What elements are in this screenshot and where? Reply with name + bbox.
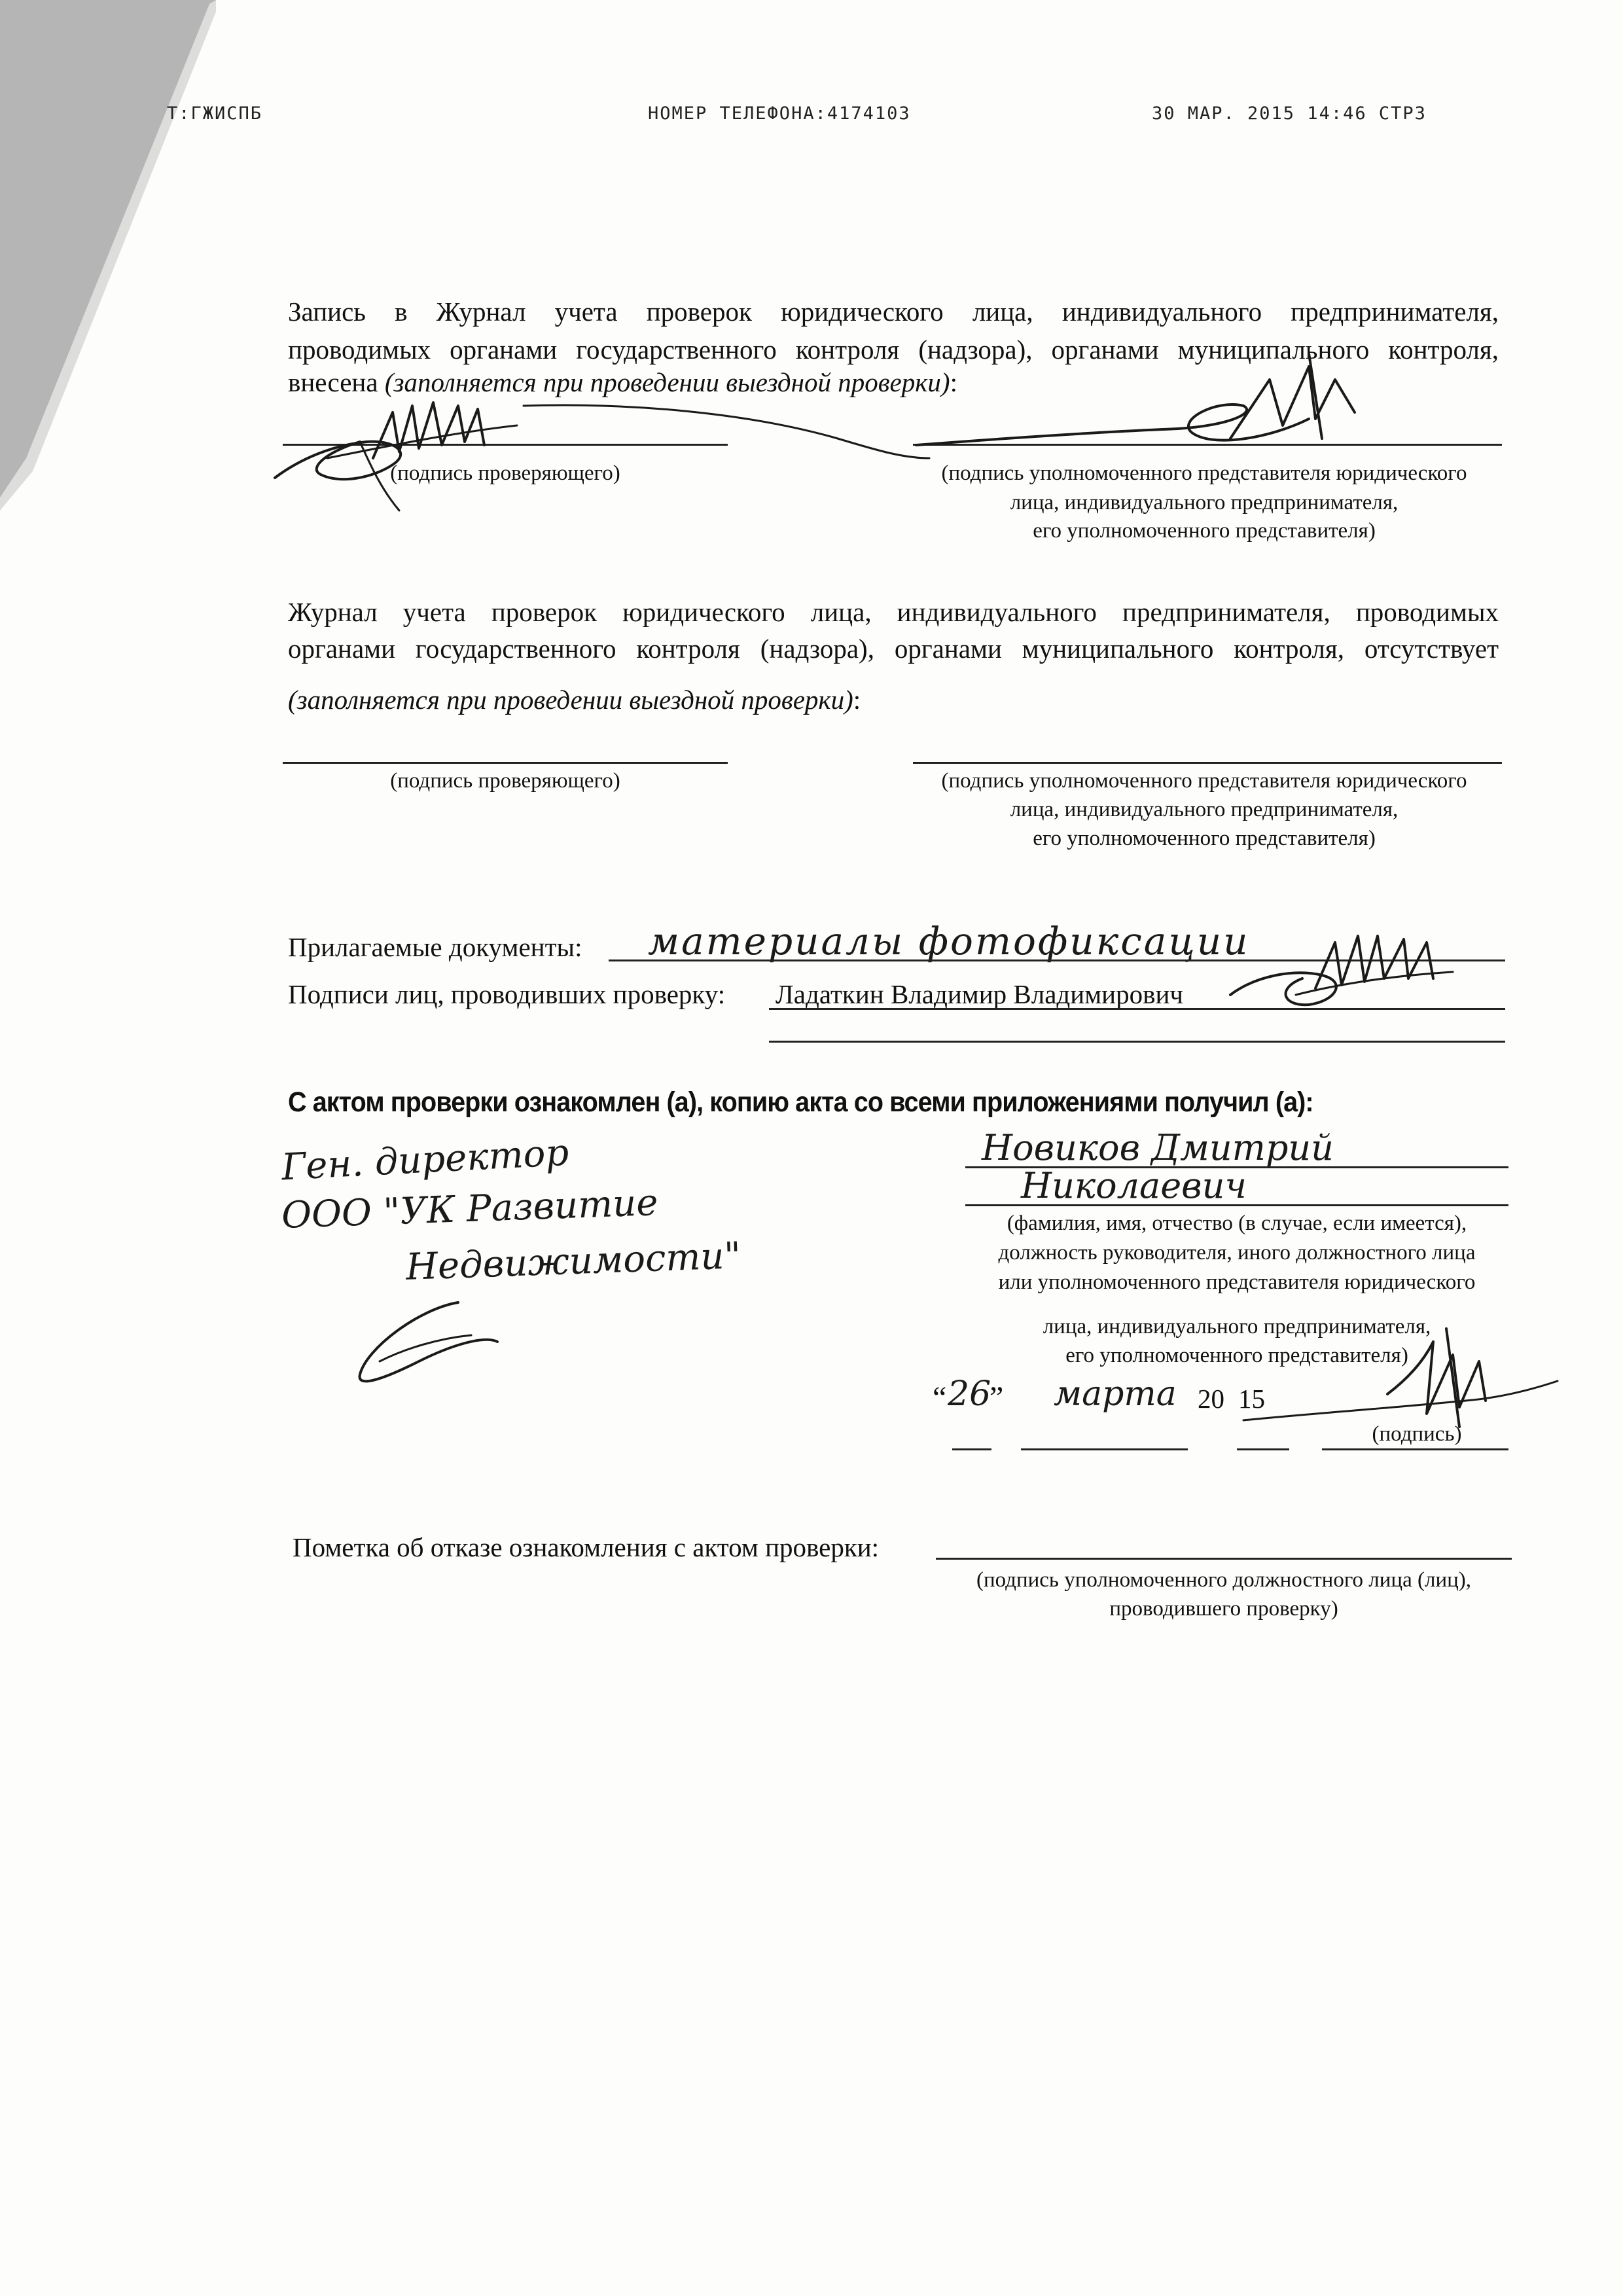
acquaintance-caption-2: должность руководителя, иного должностного лица <box>998 1241 1476 1265</box>
refusal-caption-2: проводившего проверку) <box>1109 1597 1338 1621</box>
fax-sender: Т:ГЖИСПБ <box>167 103 263 124</box>
inspector-caption-1: (подпись проверяющего) <box>390 461 620 485</box>
refusal-line <box>936 1558 1512 1560</box>
handwritten-position-1: Ген. директор <box>280 1131 570 1189</box>
acquaintance-caption-3: или уполномоченного представителя юридического <box>998 1270 1476 1294</box>
handwritten-position-3: Недвижимости" <box>405 1234 742 1289</box>
fax-datetime: 30 МАР. 2015 14:46 СТР3 <box>1152 103 1427 124</box>
representative-caption-1b: лица, индивидуального предпринимателя, <box>1010 491 1399 514</box>
journal-entry-prefix: внесена <box>288 367 385 397</box>
fax-phone: НОМЕР ТЕЛЕФОНА:4174103 <box>648 103 911 124</box>
journal-absent-line-1: Журнал учета проверок юридического лица, индивидуального предпринимателя, проводимых <box>288 597 1499 627</box>
date-day: 26 <box>948 1374 991 1414</box>
representative-signature-1 <box>903 340 1374 471</box>
refusal-label: Пометка об отказе ознакомления с актом проверки: <box>293 1532 880 1562</box>
journal-absent-line-2: органами государственного контроля (надзора), органами муниципального контроля, отсутствует <box>288 634 1499 664</box>
handwritten-position-2: ООО "УК Развитие <box>281 1181 659 1238</box>
inspector-signature-line-2 <box>283 762 728 764</box>
date-year-prefix: 20 <box>1198 1384 1224 1414</box>
acquaintance-caption-1: (фамилия, имя, отчество (в случае, если имеется), <box>1007 1211 1467 1235</box>
inspector-name: Ладаткин Владимир Владимирович <box>776 979 1184 1009</box>
journal-entry-colon: : <box>950 367 957 397</box>
name-line-2 <box>965 1204 1508 1206</box>
representative-caption-1c: его уполномоченного представителя) <box>1033 519 1376 543</box>
representative-signature-date <box>1230 1316 1571 1446</box>
attachments-label: Прилагаемые документы: <box>288 932 582 962</box>
journal-entry-note: (заполняется при проведении выездной проверки) <box>384 367 950 397</box>
representative-caption-1a: (подпись уполномоченного представителя юридического <box>941 461 1467 485</box>
inspectors-line-2 <box>769 1041 1505 1043</box>
date-quote-close: ” <box>990 1380 1004 1415</box>
journal-entry-line-2: проводимых органами государственного контроля (надзора), органами муниципального контроля, <box>288 334 1499 365</box>
journal-entry-line-1: Запись в Журнал учета проверок юридического лица, индивидуального предпринимателя, <box>288 296 1499 327</box>
journal-absent-line-3 <box>288 681 1499 719</box>
date-year-suffix: 15 <box>1238 1384 1265 1414</box>
refusal-caption-1: (подпись уполномоченного должностного лица (лиц), <box>976 1568 1472 1592</box>
handwritten-name-2: Николаевич <box>1021 1165 1247 1206</box>
date-year-line <box>1237 1448 1289 1450</box>
journal-absent-colon: : <box>853 685 861 715</box>
representative-caption-2c: его уполномоченного представителя) <box>1033 827 1376 850</box>
inspector-signature-1 <box>262 380 537 524</box>
date-month-line <box>1021 1448 1188 1450</box>
date-day-line <box>952 1448 991 1450</box>
inspector-signature-3 <box>1217 916 1466 1034</box>
acquaintance-heading: С актом проверки ознакомлен (а), копию акта со всеми приложениями получил (а): <box>288 1086 1313 1118</box>
handwritten-name-1: Новиков Дмитрий <box>982 1127 1334 1168</box>
date-quote-open: “ <box>933 1380 947 1415</box>
representative-signature-left <box>340 1283 537 1394</box>
representative-caption-2a: (подпись уполномоченного представителя юридического <box>941 769 1467 793</box>
inspectors-label: Подписи лиц, проводивших проверку: <box>288 979 726 1009</box>
representative-caption-2b: лица, индивидуального предпринимателя, <box>1010 798 1399 821</box>
signature-caption: (подпись) <box>1372 1422 1462 1446</box>
acquaintance-caption-4: лица, индивидуального предпринимателя, <box>1043 1315 1431 1338</box>
acquaintance-caption-5: его уполномоченного представителя) <box>1065 1344 1408 1367</box>
pen-stroke-underline <box>497 386 955 471</box>
journal-absent-note: (заполняется при проведении выездной проверки) <box>288 685 853 715</box>
date-month: марта <box>1054 1374 1177 1414</box>
inspector-caption-2: (подпись проверяющего) <box>390 769 620 793</box>
attachments-handwritten: материалы фотофиксации <box>648 919 1250 963</box>
representative-signature-line-2 <box>913 762 1502 764</box>
date-signature-line <box>1322 1448 1508 1450</box>
